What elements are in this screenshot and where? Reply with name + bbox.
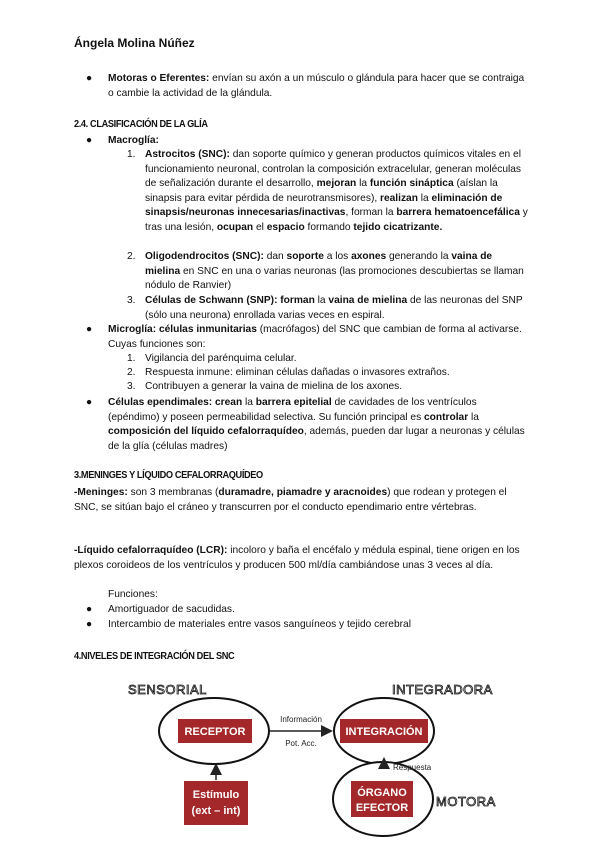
informacion-label: Información [280, 715, 322, 724]
integradora-label: INTEGRADORA [392, 682, 493, 697]
heading-4-niveles: 4.NIVELES DE INTEGRACIÓN DEL SNC [74, 651, 235, 662]
potacc-label: Pot. Acc. [285, 739, 317, 748]
motora-label: MOTORA [436, 794, 496, 809]
bullet-dot: ● [86, 397, 93, 408]
bullet-dot: ● [86, 73, 93, 84]
organo-label-1: ÓRGANO [357, 787, 407, 799]
heading-2-4: 2.4. CLASIFICACIÓN DE LA GLÍA [74, 119, 208, 130]
motoras-bullet [86, 72, 528, 101]
estimulo-label-1: Estímulo [192, 789, 240, 801]
estimulo-label-2: (ext – int) [191, 805, 241, 817]
organo-label-2: EFECTOR [355, 802, 409, 814]
microglia-item-3: 3. Contribuyen a generar la vaina de mielina de los axones. [127, 381, 403, 392]
estimulo-box [184, 781, 248, 825]
bullet-dot: ● [86, 324, 93, 335]
lcr-paragraph: -Líquido cefalorraquídeo (LCR): incoloro y baña el encéfalo y médula espinal, tiene origen en los plexos coroideos de los ventrículos y producen 500 ml/día cambiándose unas 3 veces al día. [74, 545, 520, 571]
funciones-label: Funciones: [108, 589, 158, 600]
astrocitos-item: 1. Astrocitos (SNC): dan soporte químico y generan productos químicos vitales en el funcionamiento neuronal, controlan la composición extracelular, generan moléculas de señalización durante el desarrollo, mejoran la función sináptica (aíslan la sinapsis para evitar pérdida de neurotransmisores), realizan la eliminación de sinapsis/neuronas innecesarias/inactivas, forman la barrera hematoencefálica y tras una lesión, ocupan el espacio formando tejido cicatrizante. [127, 149, 528, 233]
list-number: 3. [127, 295, 136, 306]
list-number: 2. [127, 251, 136, 262]
sensorial-label: SENSORIAL [128, 682, 207, 697]
bullet-dot: ● [86, 135, 93, 146]
schwann-item: 3. Células de Schwann (SNP): forman la vaina de mielina de las neuronas del SNP (sólo una neurona) enrollada varias veces en espiral. [127, 295, 523, 321]
heading-3-meninges: 3.MENINGES Y LÍQUIDO CEFALORRAQUÍDEO [74, 470, 263, 481]
integracion-label: INTEGRACIÓN [345, 726, 423, 738]
ependimales-bullet: ● Células ependimales: crean la barrera epitelial de cavidades de los ventrículos (epéndimo) y poseen permeabilidad selectiva. Su función principal es controlar la composición del líquido cefalorraquídeo, además, pueden dar lugar a neuronas y células de la glía (células madres) [86, 397, 525, 452]
respuesta-label: Respuesta [393, 763, 432, 772]
microglia-item-2: 2. Respuesta inmune: eliminan células dañadas o invasores extraños. [127, 367, 450, 378]
funcion-item-2: ● Intercambio de materiales entre vasos sanguíneos y tejido cerebral [86, 619, 411, 630]
author-name: Ángela Molina Núñez [74, 36, 195, 50]
list-number: 1. [127, 149, 136, 160]
integration-diagram [0, 678, 600, 848]
funcion-item-1: ● Amortiguador de sacudidas. [86, 604, 235, 615]
macroglia-title: Macroglía: [108, 135, 159, 146]
motoras-title: Motoras o Eferentes: [108, 73, 210, 84]
oligodendrocitos-item: 2. Oligodendrocitos (SNC): dan soporte a los axones generando la vaina de mielina en SNC en una o varias neuronas (las promociones descubiertas se llaman nódulo de Ranvier) [127, 251, 524, 291]
macroglia-bullet [86, 134, 528, 149]
microglia-item-1: 1. Vigilancia del parénquima celular. [127, 353, 297, 364]
receptor-label: RECEPTOR [184, 726, 246, 738]
meninges-paragraph: -Meninges: son 3 membranas (duramadre, piamadre y aracnoides) que rodean y protegen el SNC, se sitúan bajo el cráneo y transcurren por el conducto ependimario entre vértebras. [74, 487, 507, 513]
motoras-text: envían su axón a un músculo o glándula para hacer que se contraiga o cambie la actividad de la glándula. [108, 73, 525, 99]
microglia-bullet: ● Microglía: células inmunitarias (macrófagos) del SNC que cambian de forma al activarse. Cuyas funciones son: [86, 324, 522, 350]
